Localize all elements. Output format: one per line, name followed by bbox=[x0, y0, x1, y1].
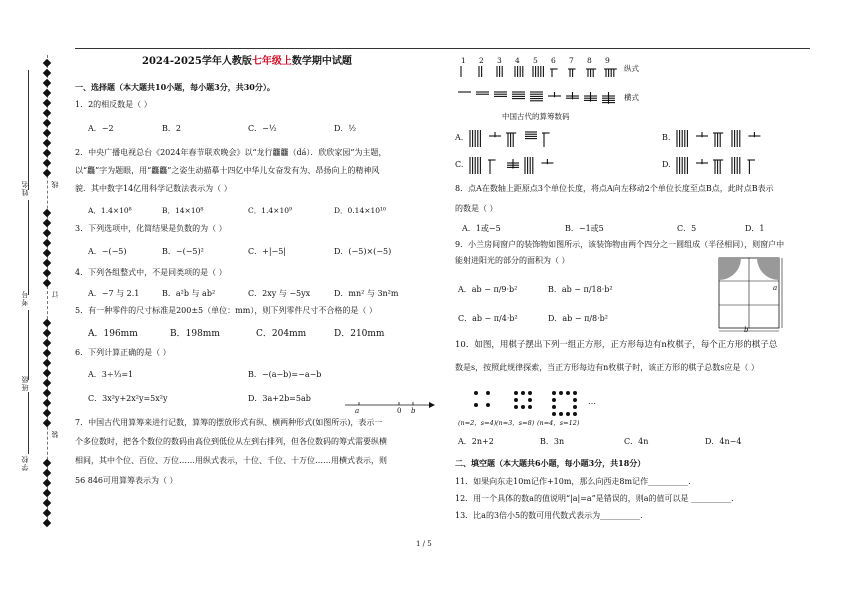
number-line-label-zero: 0 bbox=[397, 407, 402, 415]
chess-piece bbox=[573, 405, 577, 409]
q10-option-b[interactable]: B．3n bbox=[540, 437, 565, 446]
binding-bead bbox=[43, 519, 51, 527]
q6-stem: 6．下列计算正确的是（ ） bbox=[75, 348, 171, 357]
binding-bead bbox=[43, 259, 51, 267]
q7-option-c-label[interactable]: C. bbox=[455, 160, 464, 169]
binding-bead bbox=[43, 119, 51, 127]
rod-vertical-label: 纵式 bbox=[624, 64, 639, 73]
q7-line2: 个多位数时，把各个数位的数码由高位到低位从左到右排列，但各位数码的筹式需要纵横 bbox=[75, 437, 387, 446]
q13: 13．比a的3倍小5的数可用代数式表示为__________． bbox=[455, 511, 649, 520]
school-write-line bbox=[28, 392, 29, 454]
chess-label-2: (n=3，s=8) bbox=[496, 419, 535, 427]
binding-bead bbox=[43, 109, 51, 117]
q2-line3: 貌．其中数字14亿用科学记数法表示为（ ） bbox=[75, 184, 232, 193]
class-write-line bbox=[28, 310, 29, 380]
side-xian-label: 线 bbox=[51, 180, 59, 188]
q9-line1: 9．小兰房间窗户的装饰物如图所示，该装饰物由两个四分之一圆组成（半径相同），则窗户中 bbox=[455, 240, 785, 249]
q8-line1: 8．点A在数轴上距原点3个单位长度，将点A向左移动2个单位长度至点B点，此时点B表示 bbox=[455, 184, 774, 193]
binding-bead bbox=[43, 329, 51, 337]
binding-bead bbox=[43, 209, 51, 217]
chess-piece bbox=[486, 391, 490, 395]
window-label-a: a bbox=[773, 284, 778, 292]
binding-bead bbox=[43, 219, 51, 227]
side-school-label: 学校 bbox=[21, 455, 29, 471]
rod-numerals-figure bbox=[455, 66, 630, 108]
binding-bead bbox=[43, 469, 51, 477]
top-rule bbox=[75, 48, 810, 49]
q4-option-b[interactable]: B．a²b 与 ab² bbox=[162, 289, 216, 298]
binding-bead bbox=[43, 359, 51, 367]
q6-option-d[interactable]: D．3a+2b=5ab bbox=[248, 394, 311, 403]
rod-digit: 2 bbox=[479, 56, 484, 65]
q2-option-b[interactable]: B．14×10⁸ bbox=[162, 206, 204, 215]
q10-option-a[interactable]: A．2n+2 bbox=[458, 437, 494, 446]
binding-bead bbox=[43, 399, 51, 407]
q4-stem: 4．下列各组整式中，不是同类项的是（ ） bbox=[75, 268, 227, 277]
binding-bead bbox=[43, 379, 51, 387]
binding-bead bbox=[43, 409, 51, 417]
q5-option-c[interactable]: C．204mm bbox=[256, 329, 307, 339]
binding-bead bbox=[43, 169, 51, 177]
binding-bead bbox=[43, 369, 51, 377]
q1-option-a[interactable]: A．−2 bbox=[88, 124, 114, 133]
rod-digit: 1 bbox=[461, 56, 466, 65]
chess-piece bbox=[528, 391, 532, 395]
q1-option-d[interactable]: D．½ bbox=[334, 124, 357, 133]
chess-piece bbox=[474, 403, 478, 407]
chess-piece bbox=[566, 412, 570, 416]
chess-label-1: (n=2，s=4) bbox=[458, 419, 497, 427]
binding-bead bbox=[43, 459, 51, 467]
chess-more: … bbox=[588, 397, 596, 406]
chess-piece bbox=[514, 398, 518, 402]
section1-heading: 一、选择题（本大题共10小题，每小题3分，共30分）。 bbox=[75, 82, 275, 92]
binding-bead bbox=[43, 139, 51, 147]
binding-bead bbox=[43, 69, 51, 77]
chess-piece bbox=[528, 398, 532, 402]
q10-line1: 10．如图，用棋子摆出下列一组正方形，正方形每边有n枚棋子，每个正方形的棋子总 bbox=[455, 340, 778, 350]
q5-stem: 5．有一种零件的尺寸标准是200±5（单位：mm），则下列零件尺寸不合格的是（ ） bbox=[75, 306, 377, 315]
q9-option-c[interactable]: C．ab − π/4·b² bbox=[458, 314, 518, 323]
q5-option-a[interactable]: A．196mm bbox=[88, 329, 138, 339]
binding-bead bbox=[43, 149, 51, 157]
chess-piece bbox=[552, 398, 556, 402]
side-number-label: 考号 bbox=[21, 290, 29, 306]
q3-option-b[interactable]: B．−(−5)² bbox=[162, 247, 204, 256]
q7-option-a-rods[interactable] bbox=[468, 128, 578, 150]
q9-option-d[interactable]: D．ab − π/8·b² bbox=[548, 314, 609, 323]
binding-bead bbox=[43, 479, 51, 487]
rod-horizontal-label: 横式 bbox=[624, 93, 639, 102]
binding-bead bbox=[43, 269, 51, 277]
q1-option-c[interactable]: C．−½ bbox=[248, 124, 277, 133]
rod-digit: 9 bbox=[605, 56, 610, 65]
q4-option-a[interactable]: A．−7 与 2.1 bbox=[88, 289, 140, 298]
q8-option-c[interactable]: C．5 bbox=[677, 224, 697, 233]
page-title: 2024-2025学年人教版七年级上数学期中试题 bbox=[142, 56, 352, 67]
q3-option-c[interactable]: C．+|−5| bbox=[248, 247, 287, 256]
chess-piece bbox=[528, 405, 532, 409]
chess-piece bbox=[486, 403, 490, 407]
binding-bead bbox=[43, 509, 51, 517]
q11: 11．如果向东走10m记作+10m，那么向西走8m记作__________． bbox=[455, 477, 697, 486]
chess-piece bbox=[573, 412, 577, 416]
binding-bead bbox=[43, 89, 51, 97]
side-name-label: 姓名 bbox=[21, 180, 29, 196]
q7-option-d-rods[interactable] bbox=[675, 155, 785, 177]
q1-stem: 1．2的相反数是（ ） bbox=[75, 100, 152, 109]
chess-piece bbox=[552, 391, 556, 395]
rod-digit: 5 bbox=[533, 56, 538, 65]
name-write-line bbox=[28, 70, 29, 190]
chess-piece bbox=[559, 412, 563, 416]
binding-bead bbox=[43, 79, 51, 87]
chess-piece bbox=[514, 405, 518, 409]
binding-bead bbox=[43, 129, 51, 137]
chess-piece bbox=[474, 391, 478, 395]
chess-piece bbox=[573, 398, 577, 402]
binding-bead bbox=[43, 249, 51, 257]
binding-bead bbox=[43, 339, 51, 347]
window-label-b: b bbox=[744, 326, 749, 334]
q5-option-d[interactable]: D．210mm bbox=[334, 329, 385, 339]
binding-bead bbox=[43, 59, 51, 67]
binding-bead bbox=[43, 159, 51, 167]
binding-bead bbox=[43, 239, 51, 247]
q8-line2: 的数是（ ） bbox=[455, 204, 498, 213]
q6-option-a[interactable]: A．3÷⅓=1 bbox=[88, 370, 134, 379]
q8-option-d[interactable]: D．1 bbox=[745, 224, 765, 233]
q2-option-a[interactable]: A．1.4×10⁸ bbox=[88, 206, 132, 215]
rod-digit: 7 bbox=[569, 56, 574, 65]
q7-option-b-rods[interactable] bbox=[675, 128, 785, 150]
chess-piece bbox=[521, 405, 525, 409]
q6-option-c[interactable]: C．3x²y+2x²y=5x²y bbox=[88, 394, 168, 403]
number-line-label-b: b bbox=[411, 407, 416, 415]
q4-option-d[interactable]: D．mn² 与 3n²m bbox=[334, 289, 399, 298]
q7-option-d-label[interactable]: D. bbox=[662, 160, 671, 169]
q7-line4: 56 846可用算筹表示为（ ） bbox=[75, 476, 178, 485]
q5-option-b[interactable]: B．198mm bbox=[170, 329, 220, 339]
binding-bead bbox=[43, 229, 51, 237]
q9-option-a[interactable]: A．ab − π/9·b² bbox=[458, 285, 518, 294]
chess-piece bbox=[521, 391, 525, 395]
q2-option-c[interactable]: C．1.4×10⁹ bbox=[248, 206, 293, 215]
binding-bead bbox=[43, 419, 51, 427]
binding-bead bbox=[43, 319, 51, 327]
q7-option-a-label[interactable]: A. bbox=[455, 133, 464, 142]
q3-option-d[interactable]: D．(−5)×(−5) bbox=[334, 247, 392, 256]
rod-digit: 8 bbox=[587, 56, 592, 65]
page-number: 1 / 5 bbox=[416, 540, 432, 548]
q7-option-c-rods[interactable] bbox=[468, 155, 578, 177]
binding-bead bbox=[43, 279, 51, 287]
chess-label-3: (n=4，s=12) bbox=[537, 419, 580, 427]
side-ding-label: 订 bbox=[51, 290, 59, 298]
rod-digit: 3 bbox=[497, 56, 502, 65]
q7-option-b-label[interactable]: B. bbox=[662, 133, 671, 142]
q4-option-c[interactable]: C．2xy 与 −5yx bbox=[248, 289, 311, 298]
binding-bead bbox=[43, 349, 51, 357]
side-zhuang-label: 装 bbox=[51, 430, 59, 438]
q3-option-a[interactable]: A．−(−5) bbox=[88, 247, 127, 256]
binding-bead bbox=[43, 389, 51, 397]
q7-line3: 相间，其中个位、百位、万位……用纵式表示，十位、千位、十万位……用横式表示，则 bbox=[75, 456, 387, 465]
q2-line1: 2．中央广播电视总台《2024年春节联欢晚会》以“龙行龘龘（dá）．欣欣家园”为主题， bbox=[75, 148, 387, 157]
number-line-arrow bbox=[429, 402, 435, 408]
chess-piece bbox=[552, 405, 556, 409]
q12: 12．用一个具体的数a的值说明“|a|=a”是错误的，则a的值可以是 __________． bbox=[455, 494, 740, 503]
q3-stem: 3．下列选项中，化简结果是负数的为（ ） bbox=[75, 224, 227, 233]
binding-bead bbox=[43, 499, 51, 507]
rod-caption: 中国古代的算筹数码 bbox=[502, 112, 570, 121]
number-line-label-a: a bbox=[355, 407, 360, 415]
q8-option-b[interactable]: B．−1或5 bbox=[565, 224, 604, 233]
rod-digit: 4 bbox=[515, 56, 520, 65]
binding-bead bbox=[43, 99, 51, 107]
section2-heading: 二、填空题（本大题共6小题，每小题3分，共18分） bbox=[455, 458, 646, 468]
q9-line2: 能射进阳光的部分的面积为（ ） bbox=[455, 256, 570, 265]
chess-piece bbox=[552, 412, 556, 416]
chess-piece bbox=[573, 391, 577, 395]
binding-bead bbox=[43, 489, 51, 497]
window-figure bbox=[714, 255, 786, 335]
q2-line2: 以“龘”字为题眼，用“龘龘”之姿生动描摹十四亿中华儿女奋发有为、昂扬向上的精神风 bbox=[75, 166, 380, 175]
chess-piece bbox=[566, 391, 570, 395]
q6-option-b[interactable]: B．−(a−b)=−a−b bbox=[248, 370, 322, 379]
rod-digit: 6 bbox=[551, 56, 556, 65]
q10-option-c[interactable]: C．4n bbox=[624, 437, 649, 446]
number-write-line bbox=[28, 200, 29, 295]
chess-piece bbox=[514, 391, 518, 395]
q2-option-d[interactable]: D．0.14×10¹⁰ bbox=[334, 206, 387, 215]
q10-option-d[interactable]: D．4n−4 bbox=[705, 437, 742, 446]
side-class-label: 班级 bbox=[21, 375, 29, 391]
q8-option-a[interactable]: A．1或−5 bbox=[462, 224, 501, 233]
q9-option-b[interactable]: B．ab − π/18·b² bbox=[548, 285, 613, 294]
chess-piece bbox=[559, 391, 563, 395]
q10-line2: 数是s，按照此规律探索，当正方形每边有n枚棋子时，该正方形的棋子总数s应是（ ） bbox=[455, 363, 759, 372]
q1-option-b[interactable]: B．2 bbox=[162, 124, 181, 133]
q7-line1: 7．中国古代用算筹来进行记数，算筹的摆放形式有纵、横两种形式(如图所示)，表示一 bbox=[75, 418, 383, 427]
